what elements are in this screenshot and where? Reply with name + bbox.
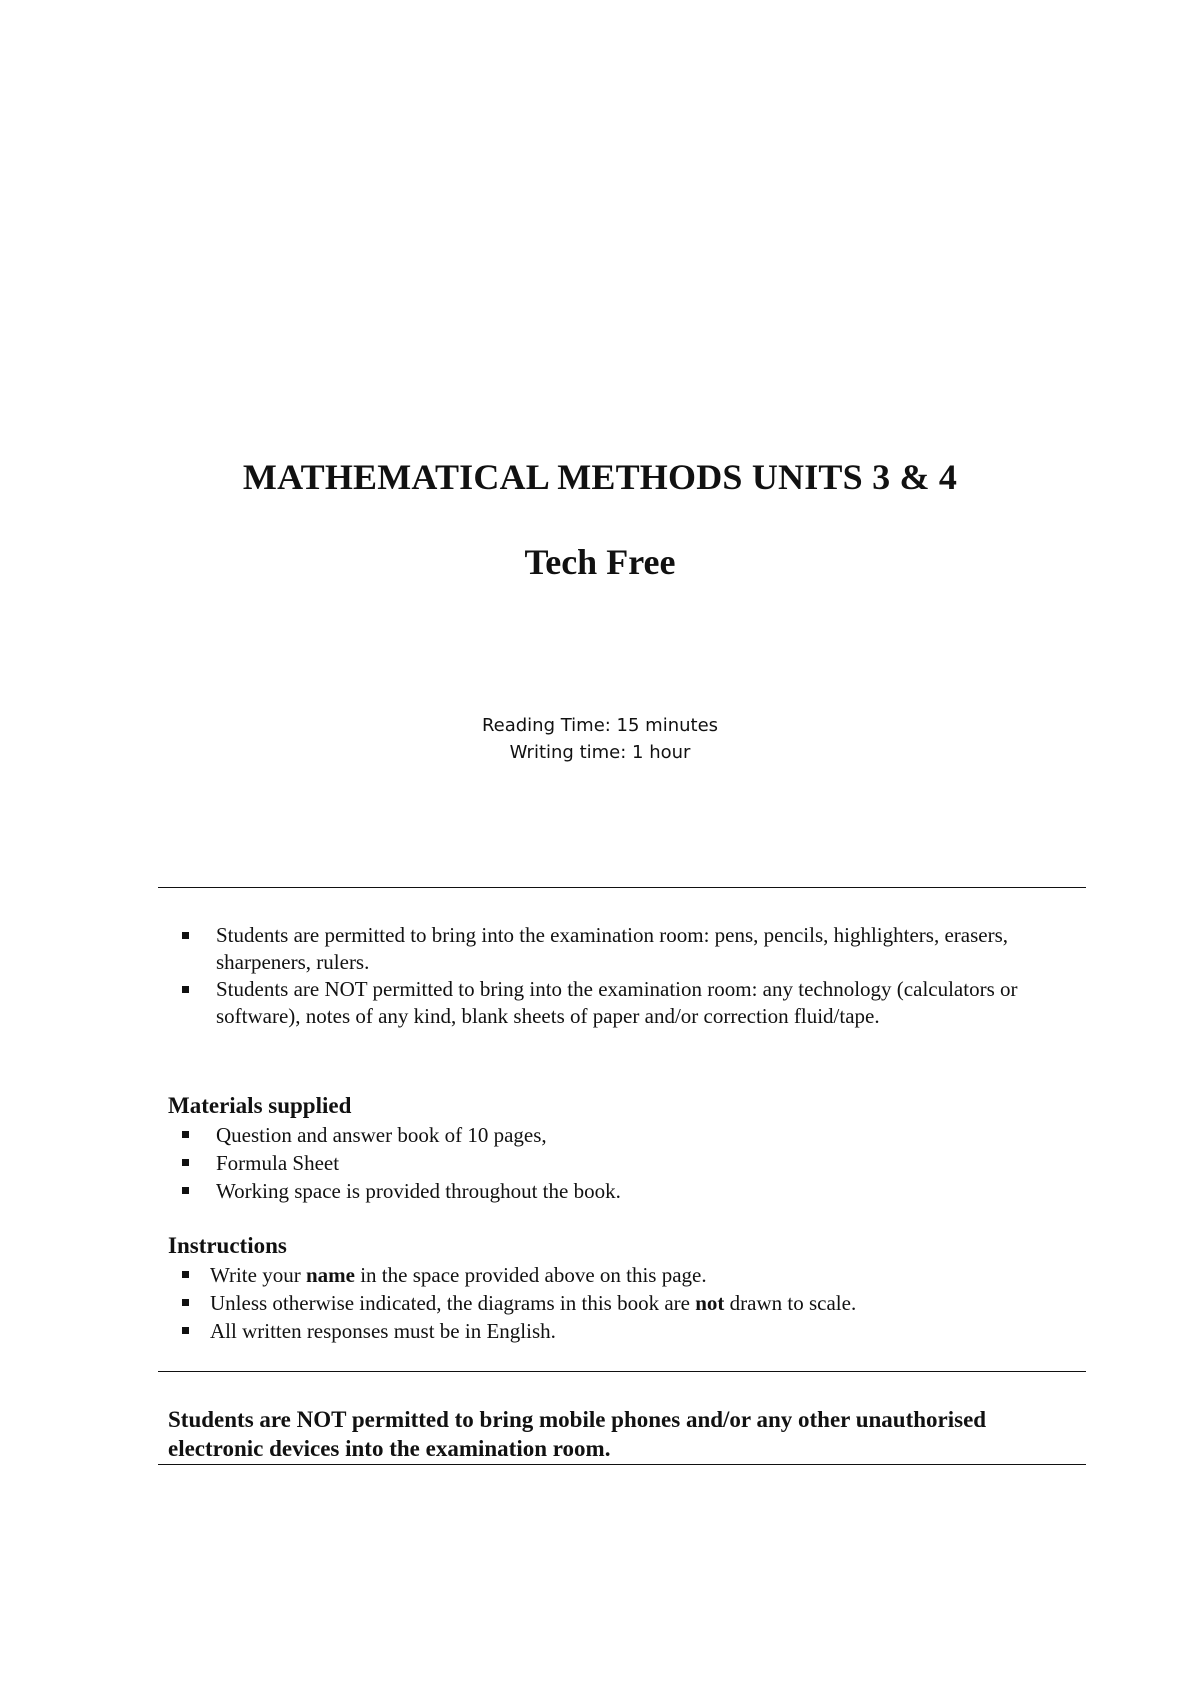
material-text: Working space is provided throughout the book.	[216, 1179, 621, 1203]
material-text: Question and answer book of 10 pages,	[216, 1123, 547, 1147]
bullet-icon	[182, 1271, 189, 1278]
bullet-icon	[182, 986, 189, 993]
instruction-emphasis: not	[695, 1291, 725, 1315]
list-item	[168, 1261, 1048, 1289]
material-text: Formula Sheet	[216, 1151, 340, 1175]
list-item	[168, 976, 1048, 1030]
reading-time: Reading Time: 15 minutes	[481, 715, 719, 736]
permission-text: Students are permitted to bring into the examination room: pens, pencils, highlighters, erasers, sharpeners, rulers.	[216, 923, 1008, 974]
bullet-icon	[182, 1327, 189, 1334]
exam-subtitle: Tech Free	[524, 542, 676, 582]
permissions-list	[168, 922, 1048, 1030]
instruction-emphasis: name	[305, 1263, 355, 1287]
instruction-text-before: Write your	[210, 1263, 306, 1287]
permission-text: Students are NOT permitted to bring into the examination room: any technology (calculators or software), notes of any kind, blank sheets of paper and/or correction fluid/tape.	[216, 977, 1018, 1028]
materials-heading: Materials supplied	[168, 1093, 352, 1118]
list-item	[168, 1317, 1048, 1345]
list-item	[168, 1149, 1048, 1177]
instruction-text-before: All written responses must be in English.	[210, 1319, 556, 1343]
device-warning: Students are NOT permitted to bring mobile phones and/or any other unauthorised electronic devices into the examination room.	[168, 1407, 987, 1461]
bullet-icon	[182, 1187, 189, 1194]
bullet-icon	[182, 1159, 189, 1166]
instruction-text-before: Unless otherwise indicated, the diagrams in this book are	[210, 1291, 696, 1315]
top-divider	[158, 887, 1086, 888]
instructions-heading: Instructions	[168, 1233, 287, 1258]
instruction-text-after: drawn to scale.	[724, 1291, 857, 1315]
list-item	[168, 1121, 1048, 1149]
instruction-text-after: in the space provided above on this page.	[354, 1263, 707, 1287]
middle-divider	[158, 1371, 1086, 1372]
instructions-list	[168, 1261, 1048, 1345]
bullet-icon	[182, 1131, 189, 1138]
bullet-icon	[182, 932, 189, 939]
bullet-icon	[182, 1299, 189, 1306]
list-item	[168, 922, 1048, 976]
writing-time: Writing time: 1 hour	[509, 742, 691, 763]
list-item	[168, 1289, 1048, 1317]
list-item	[168, 1177, 1048, 1205]
exam-times	[0, 712, 1200, 766]
exam-title: MATHEMATICAL METHODS UNITS 3 & 4	[242, 457, 958, 497]
bottom-divider	[158, 1464, 1086, 1465]
materials-list	[168, 1121, 1048, 1205]
